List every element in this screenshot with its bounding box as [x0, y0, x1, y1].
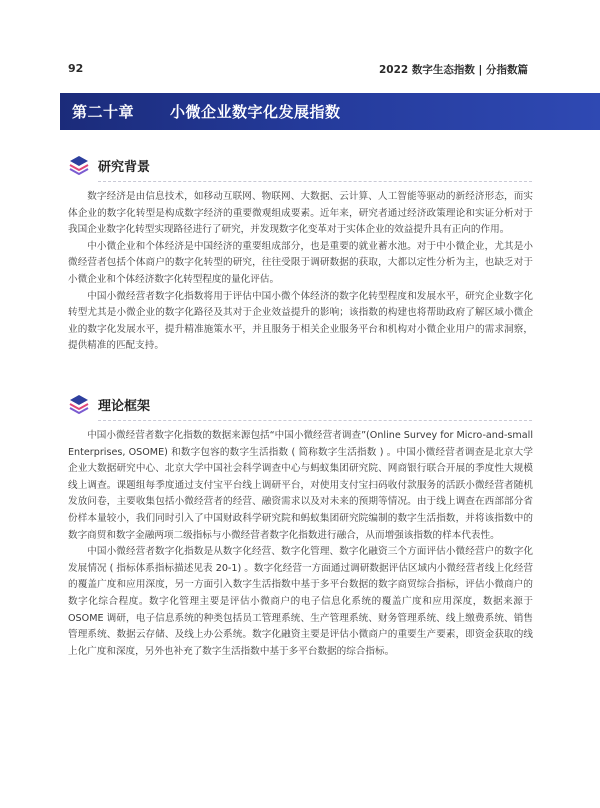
paragraph: 中小微企业和个体经济是中国经济的重要组成部分，也是重要的就业蓄水池。对于中小微企业，尤其是小微经营者包括个体商户的数字化转型的研究，往往受限于调研数据的获取，大都以定性分析为主，也缺乏对于小微企业和个体经济数字化转型程度的量化评估。	[68, 240, 533, 285]
stacked-layers-icon	[68, 154, 90, 176]
chapter-number: 第二十章	[72, 103, 135, 121]
paragraph: 中国小微经营者数字化指数将用于评估中国小微个体经济的数字化转型程度和发展水平，研究企业数字化转型尤其是小微企业的数字化路径及其对于企业效益提升的影响；该指数的构建也将帮助政府了解区域小微企业的数字化发展水平，提升精准施策水平，并且服务于相关企业服务平台和机构对小微企业用户的需求洞察，提供精准的匹配支持。	[68, 290, 533, 352]
stacked-layers-icon	[68, 393, 90, 415]
chapter-banner	[60, 93, 600, 130]
page-number: 92	[68, 62, 84, 75]
running-title: 2022 数字生态指数 | 分指数篇	[378, 64, 528, 76]
paragraph: 数字经济是由信息技术，如移动互联网、物联网、大数据、云计算、人工智能等驱动的新经济形态，而实体企业的数字化转型是构成数字经济的重要微观组成要素。近年来，研究者通过经济政策理论和实证分析对于我国企业数字化转型实现路径进行了研究，并发现数字化变革对于实体企业的效益提升具有正向的作用。	[68, 191, 533, 236]
paragraph: 中国小微经营者数字化指数的数据来源包括“中国小微经营者调查”(Online Survey for Micro-and-small Enterprises, OSOME) 和数字包容的数字生活指数 ( 简称数字生活指数 ) 。中国小微经营者调查是北京大学企业大数据研究中心、北京大学中国社会科学调查中心与蚂蚁集团研究院、网商银行联合开展的季度性大规模线上调查。课题组每季度通过支付宝平台线上调研平台，对使用支付宝扫码收付款服务的活跃小微经营者随机发放问卷，主要收集包括小微经营者的经营、融资需求以及对未来的预期等情况。由于线上调查在西部部分省份样本量较小，我们同时引入了中国财政科学研究院和蚂蚁集团研究院编制的数字生活指数，并将该指数中的数字商贸和数字金融两项二级指标与小微经营者数字化指数进行融合，从而增强该指数的样本代表性。	[68, 430, 533, 541]
section-heading-framework	[68, 393, 150, 415]
section-heading-text: 理论框架	[98, 398, 151, 414]
section-heading-background	[68, 154, 150, 176]
chapter-title: 小微企业数字化发展指数	[170, 103, 341, 121]
section-divider	[98, 181, 532, 182]
section-heading-text: 研究背景	[98, 159, 151, 175]
section-body-background	[68, 189, 533, 355]
paragraph: 中国小微经营者数字化指数是从数字化经营、数字化管理、数字化融资三个方面评估小微经营户的数字化发展情况 ( 指标体系指标描述见表 20-1) 。数字化经营一方面通过调研数据评估区域内小微经营者线上化经营的覆盖广度和应用深度，另一方面引入数字生活指数中基于多平台数据的数字商贸综合指标，评估小微商户的数字化综合程度。数字化管理主要是评估小微商户的电子信息化系统的覆盖广度和应用深度，数据来源于 OSOME 调研，电子信息系统的种类包括员工管理系统、生产管理系统、财务管理系统、线上缴费系统、销售管理系统、数据云存储、及线上办公系统。数字化融资主要是评估小微商户的重要生产要素，即资金获取的线上化广度和深度，另外也补充了数字生活指数中基于多平台数据的综合指标。	[68, 546, 533, 657]
section-body-framework	[68, 428, 533, 660]
section-divider	[98, 420, 532, 421]
